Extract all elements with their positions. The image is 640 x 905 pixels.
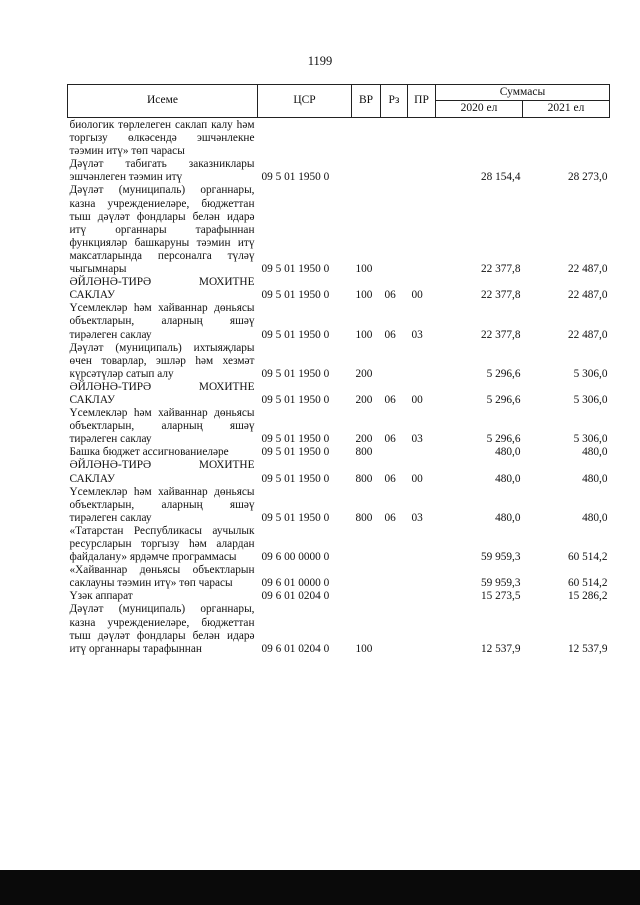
row-csr: 09 6 01 0204 0 (261, 590, 330, 603)
table-row (68, 459, 610, 485)
row-vr: 100 (355, 328, 373, 341)
table-row (68, 564, 610, 590)
row-name: «Татарстан Республикасы аучылык ресурсларын торгызу һәм алардан файдалану» ярдәмче программасы (69, 524, 255, 564)
scan-bottom-edge (0, 870, 640, 905)
row-sum-2021: 480,0 (582, 472, 608, 485)
row-pr: 00 (411, 289, 423, 302)
row-vr: 200 (355, 393, 373, 406)
table-row (68, 184, 610, 276)
row-name: Үсемлекләр һәм хайваннар дөньясы объектларын, аларның яшәү тирәлеген саклау (69, 302, 255, 341)
row-sum-2021: 22 487,0 (567, 289, 608, 302)
row-csr: 09 6 01 0000 0 (261, 577, 330, 590)
row-rz (381, 158, 408, 184)
row-csr: 09 5 01 1950 0 (261, 433, 330, 446)
row-sum-2021: 5 306,0 (573, 433, 608, 446)
row-sum-2021: 60 514,2 (567, 577, 608, 590)
row-csr: 09 5 01 1950 0 (261, 171, 330, 184)
row-csr: 09 5 01 1950 0 (261, 289, 330, 302)
row-name: Башка бюджет ассигнованиеләре (69, 446, 229, 459)
row-name: Үсемлекләр һәм хайваннар дөньясы объектларын, аларның яшәү тирәлеген саклау (69, 485, 255, 524)
row-sum-2021: 22 487,0 (567, 263, 608, 276)
row-pr (408, 158, 436, 184)
row-csr: 09 5 01 1950 0 (261, 393, 330, 406)
row-csr: 09 6 01 0204 0 (261, 642, 330, 655)
row-name: Дәүләт табигать заказниклары эшчәнлеген тәэмин итү (69, 158, 255, 184)
row-csr: 09 5 01 1950 0 (261, 511, 330, 524)
row-pr: 03 (411, 433, 423, 446)
row-sum-2021: 12 537,9 (567, 642, 608, 655)
table-row (68, 446, 610, 459)
row-sum-2021: 22 487,0 (567, 328, 608, 341)
row-vr (352, 118, 381, 159)
header-rz: Рз (381, 85, 408, 118)
table-row (68, 603, 610, 655)
table-body (68, 118, 610, 656)
row-pr: 03 (411, 511, 423, 524)
row-sum-2020: 28 154,4 (480, 171, 521, 184)
table-row (68, 302, 610, 341)
row-pr (408, 525, 436, 564)
row-sum-2020: 5 296,6 (486, 367, 521, 380)
row-rz: 06 (384, 289, 396, 302)
row-csr: 09 5 01 1950 0 (261, 328, 330, 341)
table-row (68, 525, 610, 564)
row-vr: 800 (355, 511, 373, 524)
row-rz (381, 118, 408, 159)
row-pr (408, 342, 436, 381)
row-name: биологик төрлелеген саклап калу һәм торгызу өлкәсендә эшчәнлекне тәэмин итү» төп чарасы (69, 119, 255, 158)
row-sum-2020: 22 377,8 (480, 289, 521, 302)
row-rz (381, 184, 408, 276)
row-rz (381, 525, 408, 564)
row-name: Дәүләт (муниципаль) органнары, казна учреждениеләре, бюджеттан тыш дәүләт фондлары белән идарә итү органнары тарафыннан функцияләр башкаруны тәэмин итү максатларында персоналга түләү чыгымнары (69, 184, 255, 276)
row-sum-2020: 5 296,6 (486, 433, 521, 446)
row-vr: 200 (355, 367, 373, 380)
row-name: ӘЙЛӘНӘ-ТИРӘ МОХИТНЕ САКЛАУ (69, 459, 255, 485)
row-sum-2020: 15 273,5 (480, 590, 521, 603)
row-rz (381, 603, 408, 655)
row-vr: 100 (355, 289, 373, 302)
table-row (68, 407, 610, 446)
page-number: 1199 (307, 54, 333, 68)
row-vr: 800 (355, 472, 373, 485)
row-csr: 09 5 01 1950 0 (261, 263, 330, 276)
row-sum-2020: 59 959,3 (480, 551, 521, 564)
row-pr (408, 603, 436, 655)
row-csr: 09 5 01 1950 0 (261, 472, 330, 485)
row-sum-2020: 480,0 (495, 472, 521, 485)
row-pr: 00 (411, 472, 423, 485)
row-name: ӘЙЛӘНӘ-ТИРӘ МОХИТНЕ САКЛАУ (69, 276, 255, 302)
row-sum-2020: 22 377,8 (480, 328, 521, 341)
row-pr (408, 446, 436, 459)
table-row (68, 590, 610, 603)
row-name: ӘЙЛӘНӘ-ТИРӘ МОХИТНЕ САКЛАУ (69, 380, 255, 406)
row-sum-2020: 59 959,3 (480, 577, 521, 590)
row-rz: 06 (384, 328, 396, 341)
row-pr: 00 (411, 393, 423, 406)
row-rz (381, 564, 408, 590)
row-rz: 06 (384, 393, 396, 406)
table-row (68, 342, 610, 381)
row-name: Үзәк аппарат (69, 590, 133, 603)
header-year-2020: 2020 ел (436, 101, 523, 118)
table-row (68, 118, 610, 159)
header-sums: Суммасы (436, 85, 610, 101)
row-vr (352, 564, 381, 590)
row-sum-2021: 5 306,0 (573, 367, 608, 380)
row-sum-2021: 480,0 (582, 511, 608, 524)
table-row (68, 276, 610, 302)
row-sum-2020: 22 377,8 (480, 263, 521, 276)
row-name: Дәүләт (муниципаль) ихтыяҗлары өчен товарлар, эшләр һәм хезмәт күрсәтүләр сатып алу (69, 341, 255, 380)
row-pr (408, 564, 436, 590)
row-sum-2020: 480,0 (495, 446, 521, 459)
row-sum-2021: 60 514,2 (567, 551, 608, 564)
header-vr: ВР (352, 85, 381, 118)
row-sum-2021 (523, 118, 610, 159)
row-vr (352, 590, 381, 603)
row-pr (408, 118, 436, 159)
row-vr: 100 (355, 263, 373, 276)
row-csr (258, 118, 352, 159)
row-vr (352, 158, 381, 184)
row-rz: 06 (384, 472, 396, 485)
row-sum-2021: 15 286,2 (567, 590, 608, 603)
row-sum-2020: 480,0 (495, 511, 521, 524)
row-vr (352, 525, 381, 564)
header-name: Исеме (68, 85, 258, 118)
row-name: Үсемлекләр һәм хайваннар дөньясы объектларын, аларның яшәү тирәлеген саклау (69, 407, 255, 446)
row-sum-2021: 480,0 (582, 446, 608, 459)
row-rz (381, 446, 408, 459)
row-sum-2020 (436, 118, 523, 159)
row-vr: 200 (355, 433, 373, 446)
table-row (68, 381, 610, 407)
header-year-2021: 2021 ел (523, 101, 610, 118)
row-sum-2020: 5 296,6 (486, 393, 521, 406)
row-sum-2021: 5 306,0 (573, 393, 608, 406)
row-rz (381, 590, 408, 603)
row-pr (408, 184, 436, 276)
row-csr: 09 6 00 0000 0 (261, 551, 330, 564)
row-rz (381, 342, 408, 381)
budget-table (67, 84, 610, 656)
row-csr: 09 5 01 1950 0 (261, 367, 330, 380)
row-sum-2021: 28 273,0 (567, 171, 608, 184)
row-sum-2020: 12 537,9 (480, 642, 521, 655)
header-pr: ПР (408, 85, 436, 118)
row-vr: 800 (355, 446, 373, 459)
row-pr (408, 590, 436, 603)
header-csr: ЦСР (258, 85, 352, 118)
row-name: Дәүләт (муниципаль) органнары, казна учреждениеләре, бюджеттан тыш дәүләт фондлары белән идарә итү органнары тарафыннан (69, 603, 255, 655)
row-vr: 100 (355, 642, 373, 655)
table-row (68, 158, 610, 184)
table-row (68, 486, 610, 525)
row-csr: 09 5 01 1950 0 (261, 446, 330, 459)
row-rz: 06 (384, 511, 396, 524)
row-name: «Хайваннар дөньясы объектларын саклауны тәэмин итү» төп чарасы (69, 564, 255, 590)
row-rz: 06 (384, 433, 396, 446)
row-pr: 03 (411, 328, 423, 341)
table-header (68, 85, 610, 118)
